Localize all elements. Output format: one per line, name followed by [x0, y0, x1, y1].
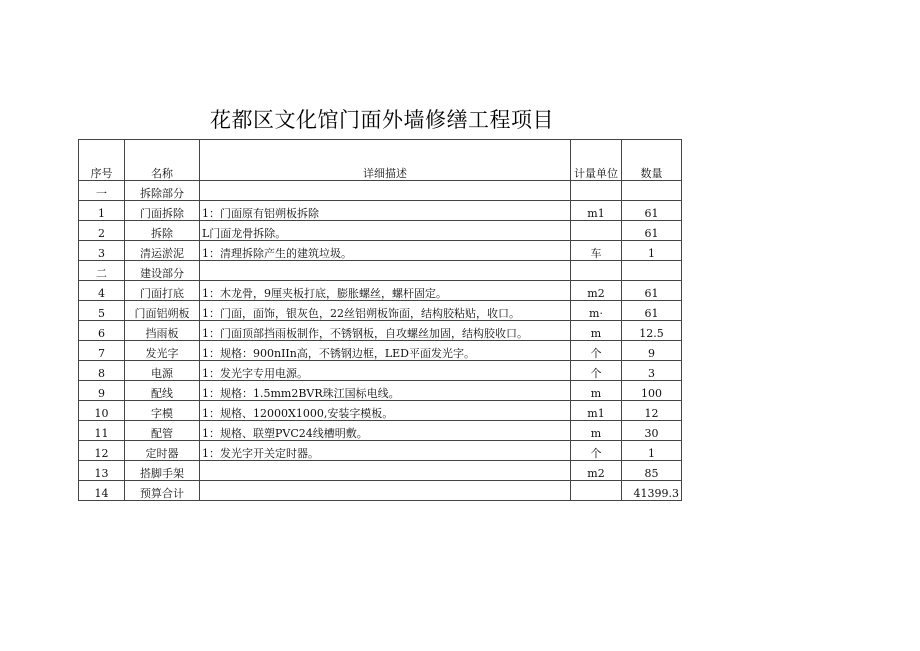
row-no: 11	[79, 421, 125, 441]
row-unit: m2	[571, 281, 622, 301]
row-no: 一	[79, 181, 125, 201]
row-desc	[200, 181, 571, 201]
row-desc: 1：发光字开关定时器。	[200, 441, 571, 461]
table-row	[79, 301, 682, 321]
row-name: 字模	[125, 401, 200, 421]
row-name: 拆除部分	[125, 181, 200, 201]
row-qty: 1	[622, 441, 682, 461]
row-no: 10	[79, 401, 125, 421]
row-desc: 1：规格：900nIIn高，不锈钢边框，LED平面发光字。	[200, 341, 571, 361]
row-desc: 1：门面，面饰，银灰色，22丝铝朔板饰面，结构胶粘贴，收口。	[200, 301, 571, 321]
row-no: 12	[79, 441, 125, 461]
table-row	[79, 281, 682, 301]
row-desc: 1：发光字专用电源。	[200, 361, 571, 381]
table-row	[79, 241, 682, 261]
row-name: 建设部分	[125, 261, 200, 281]
row-desc	[200, 461, 571, 481]
row-desc: 1：木龙骨，9厘夹板打底，膨胀螺丝，螺杆固定。	[200, 281, 571, 301]
row-desc: 1：清理拆除产生的建筑垃圾。	[200, 241, 571, 261]
row-no: 二	[79, 261, 125, 281]
row-unit: m2	[571, 461, 622, 481]
row-name: 定时器	[125, 441, 200, 461]
row-qty	[622, 261, 682, 281]
row-unit: m	[571, 321, 622, 341]
row-no: 4	[79, 281, 125, 301]
row-desc: 1：规格：1.5mm2BVR珠江国标电线。	[200, 381, 571, 401]
row-name: 预算合计	[125, 481, 200, 501]
row-name: 电源	[125, 361, 200, 381]
row-no: 14	[79, 481, 125, 501]
row-no: 7	[79, 341, 125, 361]
table-row	[79, 201, 682, 221]
header-qty: 数量	[622, 140, 682, 181]
header-desc: 详细描述	[200, 140, 571, 181]
table-row	[79, 361, 682, 381]
row-desc: 1：门面原有铝朔板拆除	[200, 201, 571, 221]
row-unit: 个	[571, 441, 622, 461]
table-row	[79, 381, 682, 401]
row-qty: 30	[622, 421, 682, 441]
row-unit: m	[571, 421, 622, 441]
row-qty: 61	[622, 221, 682, 241]
row-unit: m	[571, 381, 622, 401]
header-no: 序号	[79, 140, 125, 181]
row-qty: 61	[622, 301, 682, 321]
table-row	[79, 441, 682, 461]
table-row	[79, 341, 682, 361]
row-unit: m1	[571, 201, 622, 221]
page-title: 花都区文化馆门面外墙修缮工程项目	[210, 108, 554, 132]
row-qty: 61	[622, 281, 682, 301]
row-no: 1	[79, 201, 125, 221]
row-qty: 1	[622, 241, 682, 261]
table-row	[79, 221, 682, 241]
row-qty: 100	[622, 381, 682, 401]
row-name: 发光字	[125, 341, 200, 361]
row-desc: 1：规格、12000X1000,安装字模板。	[200, 401, 571, 421]
row-name: 搭脚手架	[125, 461, 200, 481]
row-name: 配线	[125, 381, 200, 401]
row-unit: m1	[571, 401, 622, 421]
row-name: 清运淤泥	[125, 241, 200, 261]
row-unit	[571, 221, 622, 241]
row-unit	[571, 181, 622, 201]
row-desc	[200, 481, 571, 501]
row-desc	[200, 261, 571, 281]
table-row	[79, 421, 682, 441]
row-qty: 41399.3	[622, 481, 682, 501]
row-qty: 3	[622, 361, 682, 381]
row-unit	[571, 481, 622, 501]
row-qty: 12	[622, 401, 682, 421]
row-no: 8	[79, 361, 125, 381]
row-name: 门面铝朔板	[125, 301, 200, 321]
row-name: 挡雨板	[125, 321, 200, 341]
row-no: 6	[79, 321, 125, 341]
row-unit: 个	[571, 341, 622, 361]
row-qty: 85	[622, 461, 682, 481]
row-no: 9	[79, 381, 125, 401]
row-qty	[622, 181, 682, 201]
quotation-table	[78, 139, 682, 501]
table-row	[79, 401, 682, 421]
row-qty: 9	[622, 341, 682, 361]
row-name: 门面打底	[125, 281, 200, 301]
row-name: 拆除	[125, 221, 200, 241]
row-name: 配管	[125, 421, 200, 441]
table-row	[79, 321, 682, 341]
row-no: 5	[79, 301, 125, 321]
table-row	[79, 261, 682, 281]
row-unit: 车	[571, 241, 622, 261]
row-name: 门面拆除	[125, 201, 200, 221]
header-name: 名称	[125, 140, 200, 181]
table-row	[79, 461, 682, 481]
row-desc: L门面龙骨拆除。	[200, 221, 571, 241]
header-unit: 计量单位	[571, 140, 622, 181]
row-no: 13	[79, 461, 125, 481]
row-no: 2	[79, 221, 125, 241]
row-desc: 1：规格、联塑PVC24线槽明敷。	[200, 421, 571, 441]
row-unit	[571, 261, 622, 281]
row-unit: m·	[571, 301, 622, 321]
row-desc: 1：门面顶部挡雨板制作，不锈钢板，自攻螺丝加固，结构胶收口。	[200, 321, 571, 341]
row-qty: 61	[622, 201, 682, 221]
row-qty: 12.5	[622, 321, 682, 341]
table-row	[79, 181, 682, 201]
table-row	[79, 481, 682, 501]
row-no: 3	[79, 241, 125, 261]
table-header-row	[79, 140, 682, 181]
row-unit: 个	[571, 361, 622, 381]
